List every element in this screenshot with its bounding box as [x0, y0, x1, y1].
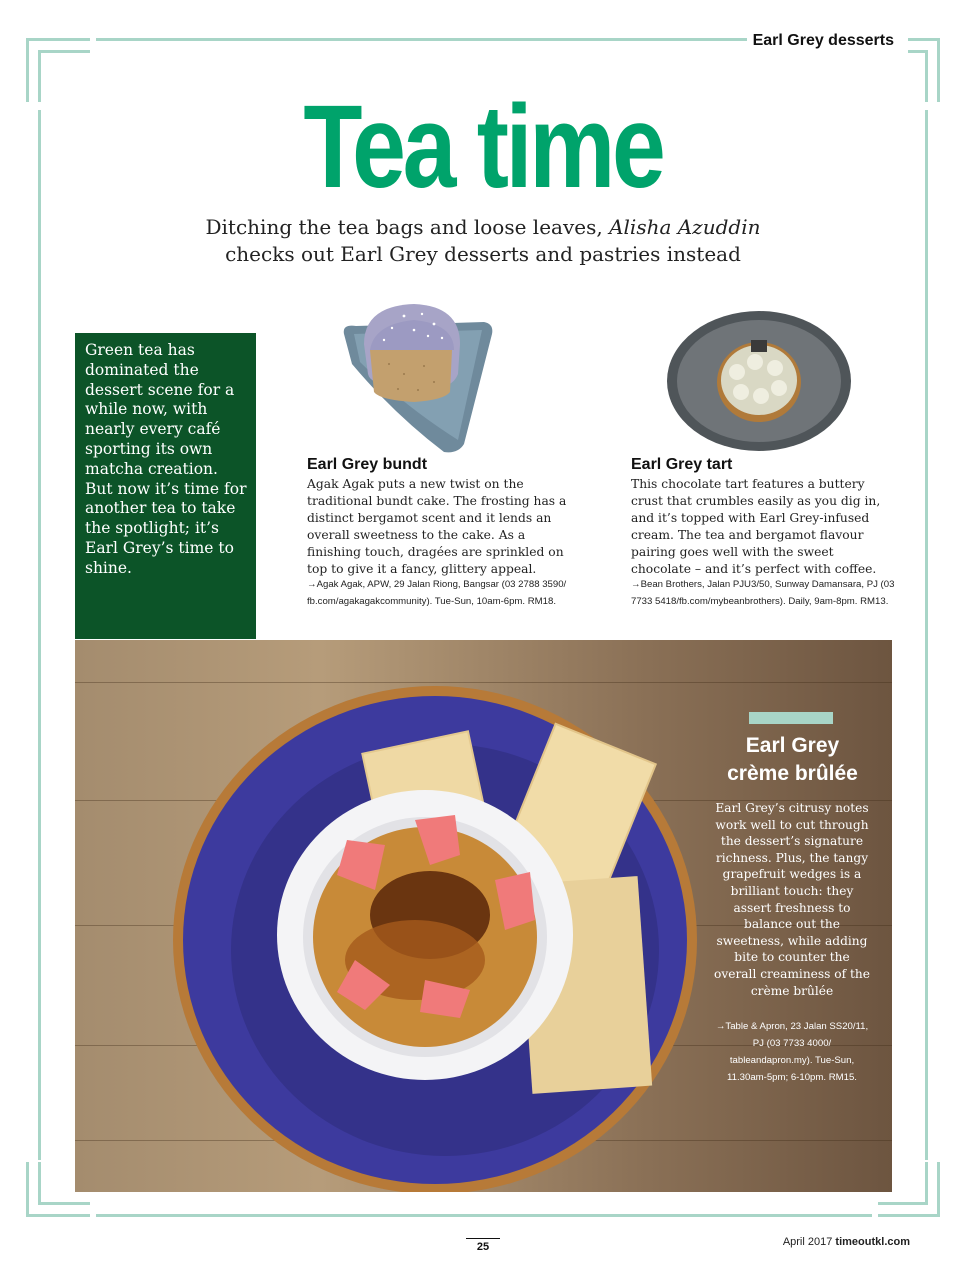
headline: Tea time	[303, 81, 663, 213]
frame-right-line	[925, 110, 928, 1160]
frame-corner	[937, 1162, 940, 1217]
site-url: timeoutkl.com	[835, 1236, 910, 1248]
frame-corner	[26, 1162, 29, 1217]
feature-title-line1: Earl Grey	[745, 734, 840, 757]
frame-corner	[925, 50, 928, 102]
frame-corner	[937, 38, 940, 102]
frame-corner	[908, 38, 940, 41]
standfirst-text-line2: checks out Earl Grey desserts and pastries instead	[225, 242, 741, 266]
feature-info: →Table & Apron, 23 Jalan SS20/11, PJ (03 7733 4000/ tableandapron.my). Tue-Sun, 11.30am-5pm; 6-10pm. RM15.	[715, 1021, 869, 1083]
item-title-tart: Earl Grey tart	[631, 456, 733, 473]
issue-date: April 2017	[782, 1236, 833, 1248]
section-tag: Earl Grey desserts	[747, 32, 900, 50]
intro-text: Green tea has dominated the dessert scene for a while now, with nearly every café sporting its own matcha creation. But now it’s time for another tea to take the spotlight; it’s Earl Grey’s time to shine.	[85, 341, 247, 577]
feature-title-line2: crème brûlée	[727, 762, 858, 785]
intro-box	[75, 333, 256, 639]
footer-credit	[783, 1236, 910, 1248]
standfirst	[150, 214, 816, 268]
frame-corner	[878, 1214, 940, 1217]
item-info-bundt: →Agak Agak, APW, 29 Jalan Riong, Bangsar (03 2788 3590/ fb.com/agakagakcommunity). Tue-Sun, 10am-6pm. RM18.	[307, 579, 567, 607]
item-body-bundt: Agak Agak puts a new twist on the traditional bundt cake. The frosting has a distinct bergamot scent and it lends an overall sweetness to the cake. As a finishing touch, dragées are sprinkled on top to give it a fancy, glittery appeal.	[307, 477, 567, 576]
author-name: Alisha Azuddin	[609, 215, 761, 239]
frame-corner	[26, 1214, 90, 1217]
bundt-cake-photo	[334, 294, 496, 456]
feature-title	[700, 732, 885, 788]
item-body-tart: This chocolate tart features a buttery crust that crumbles easily as you dig in, and it’s topped with Earl Grey-infused cream. The tea and bergamot flavour pairing goes well with the sweet chocolate – and it’s perfect with coffee.	[631, 477, 881, 576]
frame-corner	[26, 38, 29, 102]
page-number: 25	[466, 1238, 500, 1253]
item-info-tart: →Bean Brothers, Jalan PJU3/50, Sunway Damansara, PJ (03 7733 5418/fb.com/mybeanbrothers). Daily, 9am-8pm. RM13.	[631, 579, 895, 607]
frame-corner	[925, 1162, 928, 1204]
standfirst-text: Ditching the tea bags and loose leaves,	[205, 215, 610, 239]
feature-body: Earl Grey’s citrusy notes work well to cut through the dessert’s signature richness. Plus, the tangy grapefruit wedges is a brilliant touch: they assert freshness to balance out the sweetness, while adding bite to counter the overall creaminess of the crème brûlée	[714, 801, 870, 998]
frame-left-line	[38, 110, 41, 1160]
tart-photo	[665, 310, 855, 452]
frame-corner	[38, 50, 41, 102]
frame-top-line	[96, 38, 756, 41]
frame-corner	[878, 1202, 928, 1205]
frame-corner	[38, 1162, 41, 1204]
item-title-bundt: Earl Grey bundt	[307, 456, 428, 473]
frame-corner	[38, 1202, 90, 1205]
sidebar-accent-bar	[749, 712, 833, 724]
frame-bottom-line	[96, 1214, 872, 1217]
frame-corner	[38, 50, 90, 53]
frame-corner	[26, 38, 90, 41]
